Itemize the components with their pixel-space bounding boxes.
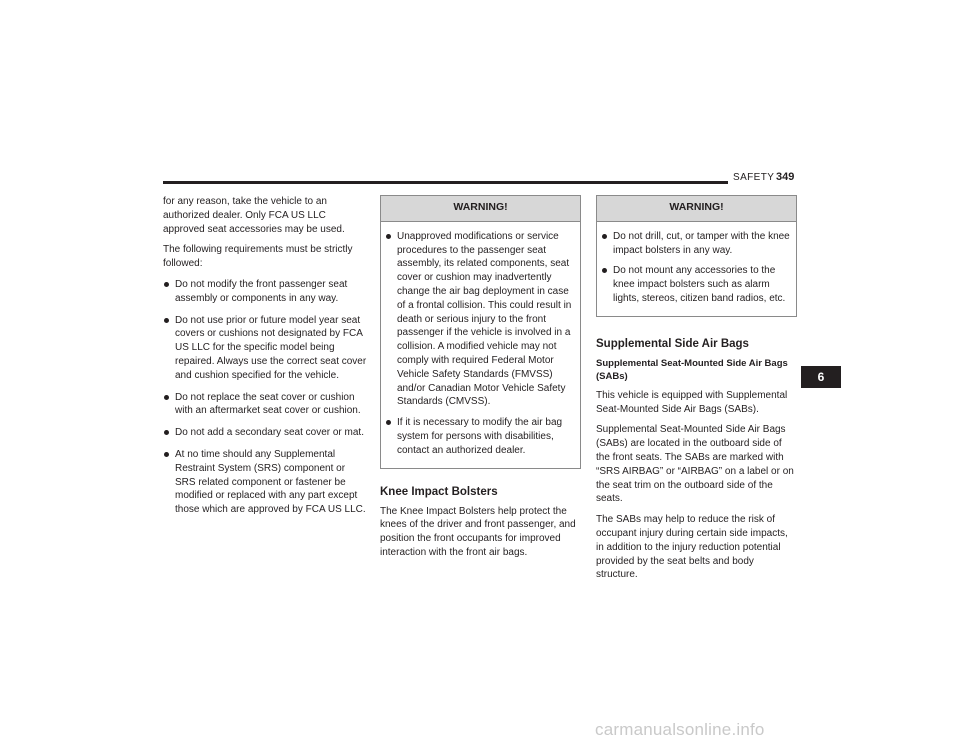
requirements-intro: The following requirements must be strictly followed: xyxy=(163,244,353,270)
list-item: If it is necessary to modify the air bag system for persons with disabilities, contact an authorized dealer. xyxy=(385,416,576,457)
list-item: Do not use prior or future model year seat covers or cushions not designated by FCA US LLC for the specific model being repaired. Always use the correct seat cover and cushion specified for the vehicle. xyxy=(163,314,368,383)
page-number: 349 xyxy=(776,171,795,183)
list-item: Do not mount any accessories to the knee impact bolsters such as alarm lights, stereos, citizen band radios, etc. xyxy=(601,264,792,305)
header-rule xyxy=(163,181,728,184)
warning-box xyxy=(380,195,581,469)
warning-list xyxy=(385,230,576,458)
warning-title: WARNING! xyxy=(381,196,580,222)
knee-bolsters-paragraph: The Knee Impact Bolsters help protect the knees of the driver and front passenger, and position the front occupants for improved interaction with the front air bags. xyxy=(380,505,576,558)
chapter-tab: 6 xyxy=(801,366,841,388)
column-1 xyxy=(163,195,368,525)
warning-body xyxy=(381,222,580,468)
list-item: At no time should any Supplemental Restraint System (SRS) component or SRS related component or fastener be modified or replaced with any part except those which are approved by FCA US LLC. xyxy=(163,448,368,517)
requirements-list xyxy=(163,278,368,517)
intro-paragraph: for any reason, take the vehicle to an authorized dealer. Only FCA US LLC approved seat accessories may be used. xyxy=(163,196,345,235)
column-3 xyxy=(596,195,797,589)
section-heading-side-air-bags: Supplemental Side Air Bags xyxy=(596,337,749,350)
list-item: Unapproved modifications or service procedures to the passenger seat assembly, its related components, seat cover or cushion may inadvertently change the air bag deployment in case of a frontal collision. This could result in death or serious injury to the front passenger if the vehicle is involved in a collision. A modified vehicle may not comply with required Federal Motor Vehicle Safety Standards (FMVSS) and/or Canadian Motor Vehicle Safety Standards (CMVSS). xyxy=(385,230,576,409)
warning-box xyxy=(596,195,797,317)
subheading-seat-mounted-sabs: Supplemental Seat-Mounted Side Air Bags (SABs) xyxy=(596,357,788,382)
body-paragraph: Supplemental Seat-Mounted Side Air Bags (SABs) are located in the outboard side of the front seats. The SABs are marked with “SRS AIRBAG” or “AIRBAG” on a label or on the seat trim on the outboard side of the seats. xyxy=(596,424,794,505)
warning-title: WARNING! xyxy=(597,196,796,222)
watermark: carmanualsonline.info xyxy=(595,720,765,739)
list-item: Do not modify the front passenger seat assembly or components in any way. xyxy=(163,278,368,306)
body-paragraph: The SABs may help to reduce the risk of occupant injury during certain side impacts, in addition to the injury reduction potential provided by the seat belts and body structure. xyxy=(596,514,788,581)
warning-list xyxy=(601,230,792,306)
list-item: Do not add a secondary seat cover or mat. xyxy=(163,426,368,440)
warning-body xyxy=(597,222,796,316)
section-heading-knee-bolsters: Knee Impact Bolsters xyxy=(380,485,498,498)
body-paragraph: This vehicle is equipped with Supplemental Seat-Mounted Side Air Bags (SABs). xyxy=(596,389,788,415)
column-2 xyxy=(380,195,581,567)
list-item: Do not replace the seat cover or cushion with an aftermarket seat cover or cushion. xyxy=(163,391,368,419)
section-title: SAFETY xyxy=(733,172,775,183)
list-item: Do not drill, cut, or tamper with the knee impact bolsters in any way. xyxy=(601,230,792,258)
